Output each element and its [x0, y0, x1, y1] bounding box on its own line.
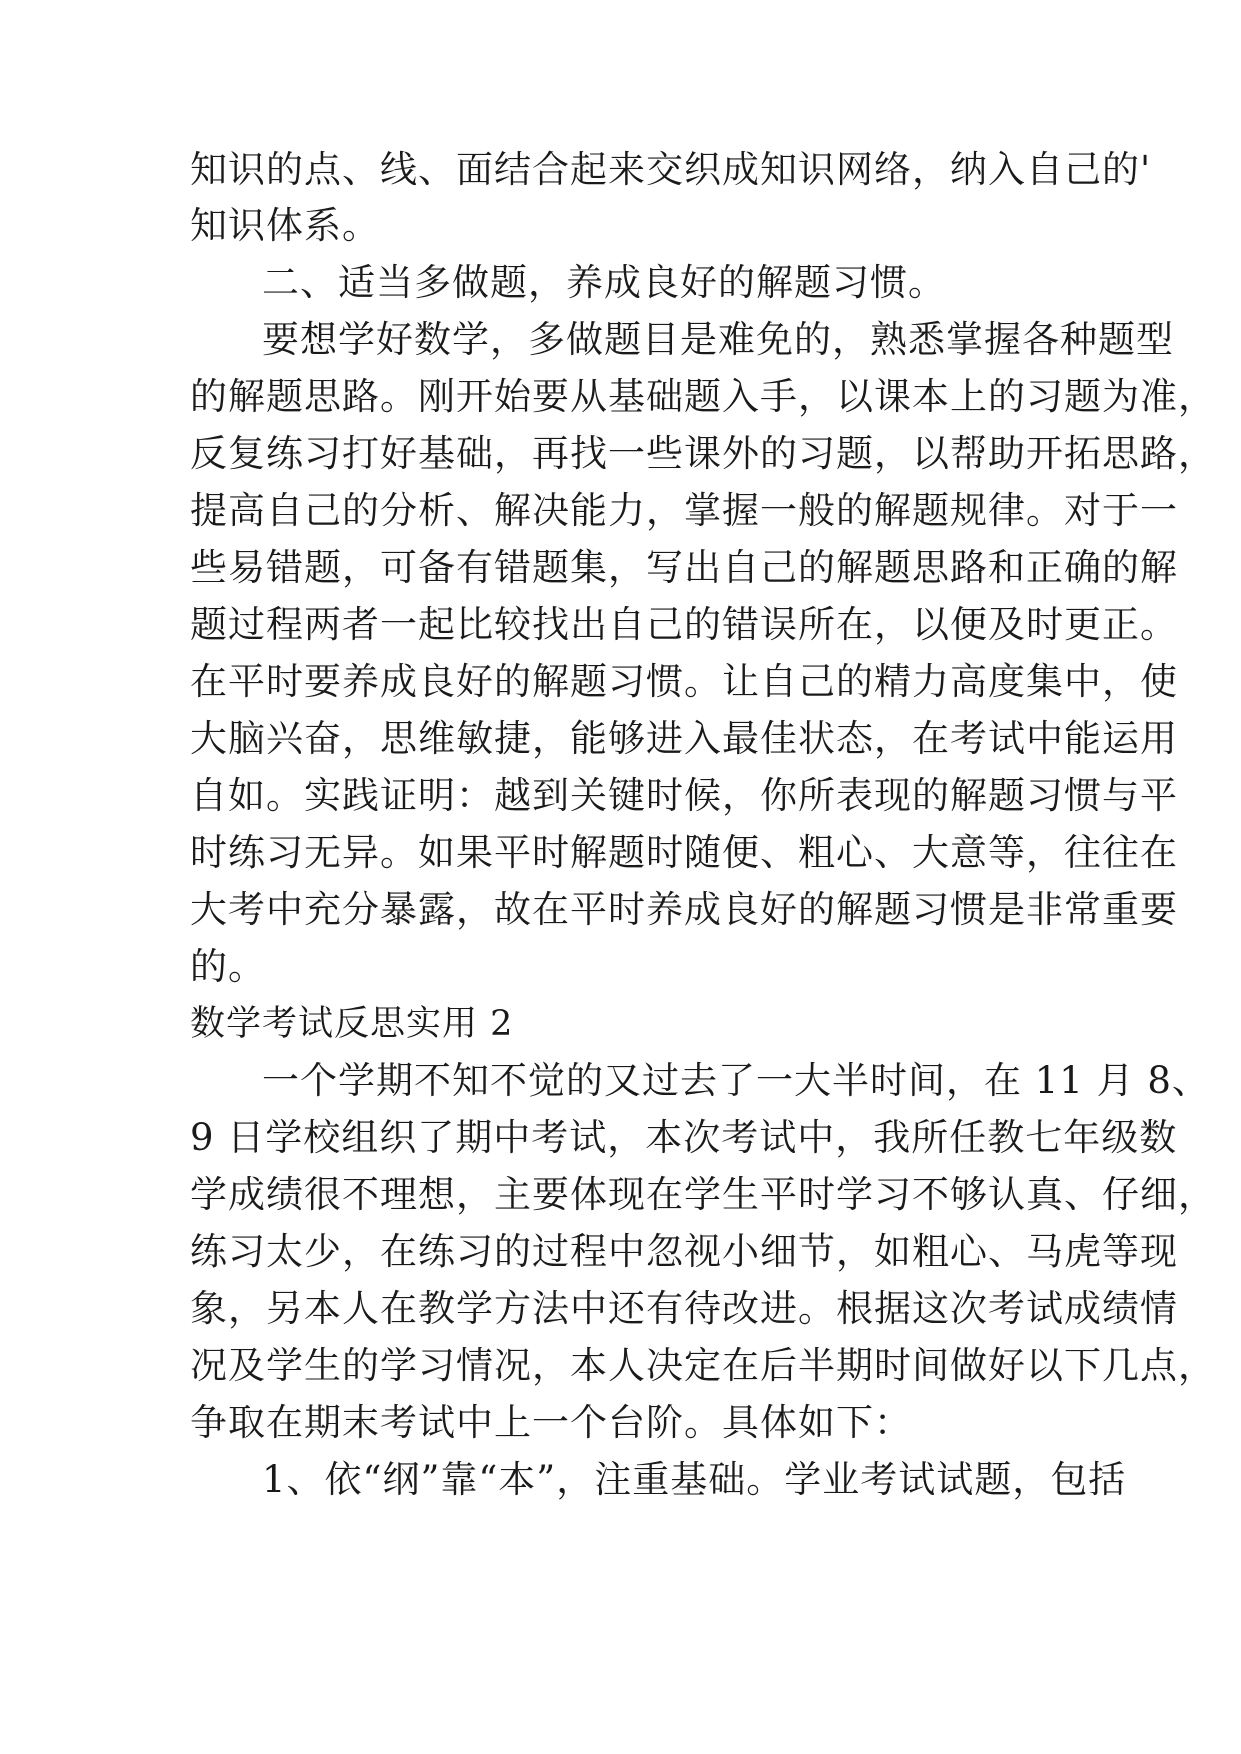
text-line: 大脑兴奋，思维敏捷，能够进入最佳状态，在考试中能运用: [190, 717, 1178, 760]
text-line: 自如。实践证明：越到关键时候，你所表现的解题习惯与平: [190, 774, 1178, 817]
text-line: 时练习无异。如果平时解题时随便、粗心、大意等，往往在: [190, 831, 1178, 874]
text-line: 题过程两者一起比较找出自己的错误所在，以便及时更正。: [190, 603, 1178, 646]
text-line: 在平时要养成良好的解题习惯。让自己的精力高度集中，使: [190, 660, 1178, 703]
text-line: 的。: [190, 945, 266, 988]
text-line: 些易错题，可备有错题集，写出自己的解题思路和正确的解: [190, 546, 1178, 589]
text-line: 况及学生的学习情况，本人决定在后半期时间做好以下几点，: [190, 1344, 1216, 1387]
text-line: 的解题思路。刚开始要从基础题入手，以课本上的习题为准，: [190, 375, 1216, 418]
paragraph-start: 要想学好数学，多做题目是难免的，熟悉掌握各种题型: [262, 318, 1174, 361]
text-line: 练习太少，在练习的过程中忽视小细节，如粗心、马虎等现: [190, 1230, 1178, 1273]
text-line: 争取在期末考试中上一个台阶。具体如下：: [190, 1401, 912, 1444]
section-heading: 二、适当多做题，养成良好的解题习惯。: [262, 261, 946, 304]
text-line: 学成绩很不理想，主要体现在学生平时学习不够认真、仔细，: [190, 1173, 1216, 1216]
text-line: 大考中充分暴露，故在平时养成良好的解题习惯是非常重要: [190, 888, 1178, 931]
paragraph-start: 1、依“纲”靠“本”，注重基础。学业考试试题，包括: [262, 1458, 1127, 1501]
paragraph-start: 一个学期不知不觉的又过去了一大半时间，在 11 月 8、: [262, 1059, 1210, 1102]
article-title: 数学考试反思实用 2: [190, 1004, 514, 1044]
text-line: 象，另本人在教学方法中还有待改进。根据这次考试成绩情: [190, 1287, 1178, 1330]
text-line: 提高自己的分析、解决能力，掌握一般的解题规律。对于一: [190, 489, 1178, 532]
text-line: 9 日学校组织了期中考试，本次考试中，我所任教七年级数: [190, 1116, 1178, 1159]
text-line: 知识的点、线、面结合起来交织成知识网络，纳入自己的': [190, 148, 1152, 191]
text-line: 反复练习打好基础，再找一些课外的习题，以帮助开拓思路，: [190, 432, 1216, 475]
text-line: 知识体系。: [190, 204, 380, 247]
